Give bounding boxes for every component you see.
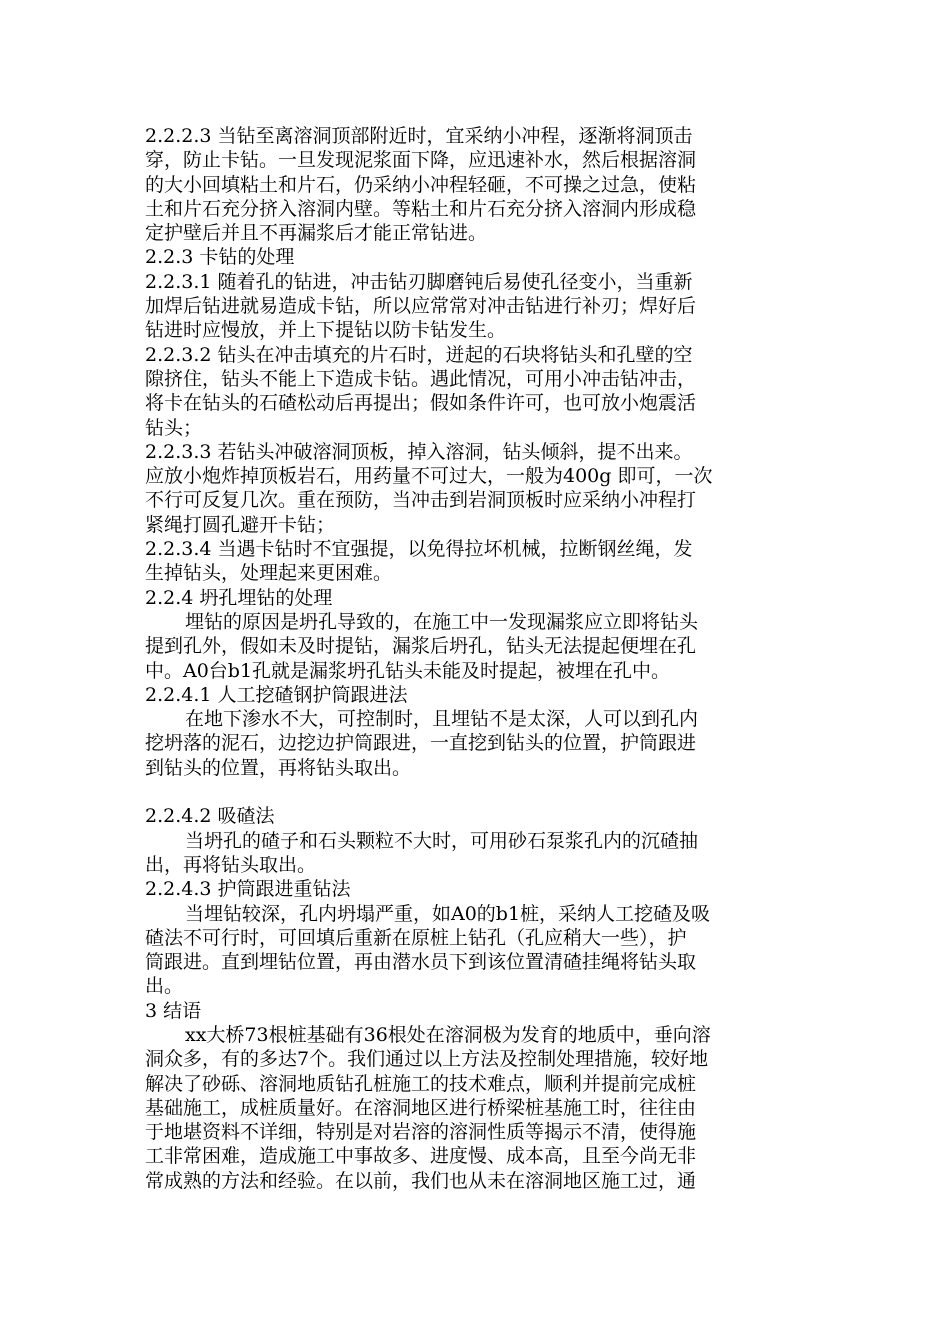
text-line: 到钻头的位置，再将钻头取出。 bbox=[145, 756, 412, 779]
text-line: 土和片石充分挤入溶洞内壁。等粘土和片石充分挤入溶洞内形成稳 bbox=[145, 197, 697, 220]
text-line: 碴法不可行时，可回填后重新在原桩上钻孔（孔应稍大一些），护 bbox=[145, 926, 687, 949]
text-line: 紧绳打圆孔避开卡钻； bbox=[145, 513, 336, 536]
text-line: 筒跟进。直到埋钻位置，再由潜水员下到该位置清碴挂绳将钻头取 bbox=[145, 951, 697, 974]
text-line: 的大小回填粘土和片石，仍采纳小冲程轻砸，不可操之过急，使粘 bbox=[145, 173, 697, 196]
text-line: 2.2.3.3 若钻头冲破溶洞顶板，掉入溶洞，钻头倾斜，提不出来。 bbox=[145, 440, 693, 463]
text-line: 应放小炮炸掉顶板岩石，用药量不可过大，一般为400g 即可，一次 bbox=[145, 465, 713, 488]
subsection-heading: 2.2.4.1 人工挖碴钢护筒跟进法 bbox=[145, 683, 408, 706]
text-line: 2.2.3.4 当遇卡钻时不宜强提，以免得拉坏机械，拉断钢丝绳，发 bbox=[145, 538, 693, 561]
text-line: 中。A0台b1孔就是漏浆坍孔钻头未能及时提起，被埋在孔中。 bbox=[145, 659, 671, 682]
text-line: 2.2.2.3 当钻至离溶洞顶部附近时，宜采纳小冲程，逐渐将洞顶击 bbox=[145, 125, 693, 147]
text-line: 在地下渗水不大，可控制时，且埋钻不是太深，人可以到孔内 bbox=[185, 708, 699, 731]
text-line: 不行可反复几次。重在预防，当冲击到岩洞顶板时应采纳小冲程打 bbox=[145, 489, 697, 512]
section-heading: 3 结语 bbox=[145, 999, 202, 1022]
text-line: 2.2.3.2 钻头在冲击填充的片石时，迸起的石块将钻头和孔壁的空 bbox=[145, 343, 693, 366]
text-line: 工非常困难，造成施工中事故多、进度慢、成本高，且至今尚无非 bbox=[145, 1145, 697, 1168]
text-line: 出，再将钻头取出。 bbox=[145, 853, 317, 876]
text-line: 基础施工，成桩质量好。在溶洞地区进行桥梁桩基施工时，往往由 bbox=[145, 1096, 697, 1119]
body-text bbox=[145, 124, 825, 1193]
text-line: 出。 bbox=[145, 975, 184, 998]
text-line: xx大桥73根桩基础有36根处在溶洞极为发育的地质中，垂向溶 bbox=[185, 1023, 711, 1046]
text-line: 当坍孔的碴子和石头颗粒不大时，可用砂石泵浆孔内的沉碴抽 bbox=[185, 829, 699, 852]
subsection-heading: 2.2.4.3 护筒跟进重钻法 bbox=[145, 878, 351, 901]
text-line: 定护壁后并且不再漏浆后才能正常钻进。 bbox=[145, 222, 488, 245]
text-line: 加焊后钻进就易造成卡钻，所以应常常对冲击钻进行补刃；焊好后 bbox=[145, 295, 697, 318]
text-line: 洞众多，有的多达7个。我们通过以上方法及控制处理措施，较好地 bbox=[145, 1048, 709, 1071]
text-line: 穿，防止卡钻。一旦发现泥浆面下降，应迅速补水，然后根据溶洞 bbox=[145, 149, 697, 172]
section-heading: 2.2.3 卡钻的处理 bbox=[145, 246, 295, 269]
text-line: 2.2.3.1 随着孔的钻进，冲击钻刃脚磨钝后易使孔径变小，当重新 bbox=[145, 270, 693, 293]
subsection-heading: 2.2.4.2 吸碴法 bbox=[145, 805, 275, 828]
text-line: 于地堪资料不详细，特别是对岩溶的溶洞性质等揭示不清，使得施 bbox=[145, 1121, 697, 1144]
text-line: 钻头； bbox=[145, 416, 203, 439]
text-line: 钻进时应慢放，并上下提钻以防卡钻发生。 bbox=[145, 319, 507, 342]
blank-line bbox=[145, 780, 825, 804]
text-line: 隙挤住，钻头不能上下造成卡钻。遇此情况，可用小冲击钻冲击， bbox=[145, 367, 697, 390]
text-line: 埋钻的原因是坍孔导致的，在施工中一发现漏浆应立即将钻头 bbox=[185, 610, 699, 633]
text-line: 挖坍落的泥石，边挖边护筒跟进，一直挖到钻头的位置，护筒跟进 bbox=[145, 732, 697, 755]
text-line: 生掉钻头，处理起来更困难。 bbox=[145, 562, 393, 585]
text-line: 解决了砂砾、溶洞地质钻孔桩施工的技术难点，顺利并提前完成桩 bbox=[145, 1072, 697, 1095]
text-line: 常成熟的方法和经验。在以前，我们也从未在溶洞地区施工过，通 bbox=[145, 1169, 697, 1192]
section-heading: 2.2.4 坍孔埋钻的处理 bbox=[145, 586, 333, 609]
text-line: 将卡在钻头的石碴松动后再提出；假如条件许可，也可放小炮震活 bbox=[145, 392, 697, 415]
text-line: 提到孔外，假如未及时提钻，漏浆后坍孔，钻头无法提起便埋在孔 bbox=[145, 635, 697, 658]
text-line: 当埋钻较深，孔内坍塌严重，如A0的b1桩，采纳人工挖碴及吸 bbox=[185, 902, 711, 925]
